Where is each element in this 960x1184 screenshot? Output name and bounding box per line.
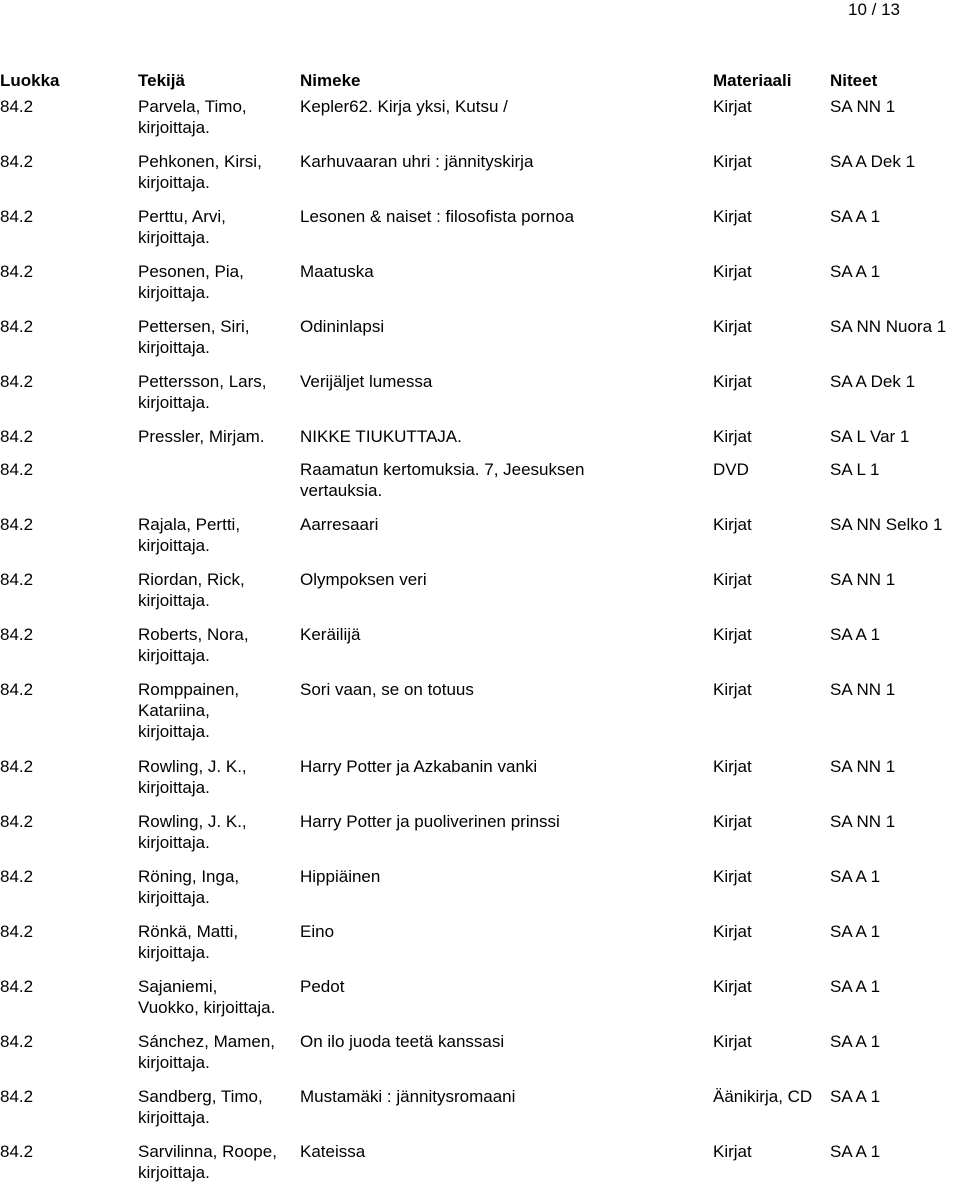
cell-materiaali: Kirjat bbox=[713, 977, 752, 996]
cell-luokka: 84.2 bbox=[0, 757, 34, 776]
cell-nimeke: Harry Potter ja puoliverinen prinssi bbox=[300, 812, 560, 831]
cell-niteet: SA A Dek 1 bbox=[830, 372, 916, 391]
cell-materiaali: Kirjat bbox=[713, 317, 752, 336]
cell-materiaali: Kirjat bbox=[713, 922, 752, 941]
header-luokka: Luokka bbox=[0, 71, 60, 90]
cell-nimeke: Odininlapsi bbox=[300, 317, 385, 336]
cell-materiaali: DVD bbox=[713, 460, 749, 479]
cell-niteet: SA L Var 1 bbox=[830, 427, 910, 446]
cell-materiaali: Kirjat bbox=[713, 625, 752, 644]
cell-tekija: Rönkä, Matti, kirjoittaja. bbox=[138, 922, 239, 962]
cell-materiaali: Kirjat bbox=[713, 515, 752, 534]
cell-niteet: SA NN 1 bbox=[830, 680, 896, 699]
cell-nimeke: Pedot bbox=[300, 977, 345, 996]
cell-nimeke: On ilo juoda teetä kanssasi bbox=[300, 1032, 505, 1051]
cell-materiaali: Kirjat bbox=[713, 262, 752, 281]
cell-nimeke: Karhuvaaran uhri : jännityskirja bbox=[300, 152, 534, 171]
cell-niteet: SA L 1 bbox=[830, 460, 880, 479]
cell-materiaali: Kirjat bbox=[713, 372, 752, 391]
cell-niteet: SA A 1 bbox=[830, 977, 881, 996]
cell-tekija: Pesonen, Pia, kirjoittaja. bbox=[138, 262, 244, 302]
cell-niteet: SA A 1 bbox=[830, 625, 881, 644]
cell-luokka: 84.2 bbox=[0, 152, 34, 171]
cell-luokka: 84.2 bbox=[0, 460, 34, 479]
cell-tekija: Riordan, Rick, kirjoittaja. bbox=[138, 570, 245, 610]
cell-luokka: 84.2 bbox=[0, 680, 34, 699]
cell-luokka: 84.2 bbox=[0, 97, 34, 116]
cell-luokka: 84.2 bbox=[0, 515, 34, 534]
cell-tekija: Sánchez, Mamen, kirjoittaja. bbox=[138, 1032, 276, 1072]
cell-nimeke: Aarresaari bbox=[300, 515, 379, 534]
cell-nimeke: Olympoksen veri bbox=[300, 570, 427, 589]
cell-nimeke: Harry Potter ja Azkabanin vanki bbox=[300, 757, 538, 776]
cell-materiaali: Kirjat bbox=[713, 570, 752, 589]
cell-luokka: 84.2 bbox=[0, 317, 34, 336]
cell-niteet: SA A 1 bbox=[830, 1142, 881, 1161]
cell-tekija: Romppainen, Katariina, kirjoittaja. bbox=[138, 680, 240, 741]
cell-luokka: 84.2 bbox=[0, 867, 34, 886]
header-niteet: Niteet bbox=[830, 71, 878, 90]
cell-tekija: Röning, Inga, kirjoittaja. bbox=[138, 867, 240, 907]
cell-materiaali: Kirjat bbox=[713, 97, 752, 116]
cell-niteet: SA A 1 bbox=[830, 1087, 881, 1106]
cell-materiaali: Kirjat bbox=[713, 1142, 752, 1161]
cell-niteet: SA A 1 bbox=[830, 207, 881, 226]
cell-materiaali: Kirjat bbox=[713, 152, 752, 171]
cell-niteet: SA A 1 bbox=[830, 1032, 881, 1051]
cell-luokka: 84.2 bbox=[0, 977, 34, 996]
cell-nimeke: Raamatun kertomuksia. 7, Jeesuksen vertauksia. bbox=[300, 460, 585, 500]
header-nimeke: Nimeke bbox=[300, 71, 361, 90]
cell-nimeke: NIKKE TIUKUTTAJA. bbox=[300, 427, 462, 446]
page-number: 10 / 13 bbox=[848, 0, 900, 19]
cell-niteet: SA A 1 bbox=[830, 922, 881, 941]
header-materiaali: Materiaali bbox=[713, 71, 792, 90]
cell-tekija: Sandberg, Timo, kirjoittaja. bbox=[138, 1087, 263, 1127]
cell-luokka: 84.2 bbox=[0, 207, 34, 226]
cell-niteet: SA NN 1 bbox=[830, 97, 896, 116]
cell-niteet: SA NN 1 bbox=[830, 812, 896, 831]
cell-niteet: SA NN Nuora 1 bbox=[830, 317, 947, 336]
cell-luokka: 84.2 bbox=[0, 1142, 34, 1161]
cell-materiaali: Kirjat bbox=[713, 427, 752, 446]
cell-materiaali: Kirjat bbox=[713, 867, 752, 886]
cell-materiaali: Kirjat bbox=[713, 1032, 752, 1051]
cell-tekija: Pettersen, Siri, kirjoittaja. bbox=[138, 317, 250, 357]
cell-luokka: 84.2 bbox=[0, 262, 34, 281]
cell-luokka: 84.2 bbox=[0, 1087, 34, 1106]
cell-luokka: 84.2 bbox=[0, 372, 34, 391]
cell-luokka: 84.2 bbox=[0, 570, 34, 589]
cell-tekija: Sajaniemi, Vuokko, kirjoittaja. bbox=[138, 977, 276, 1017]
cell-nimeke: Lesonen & naiset : filosofista pornoa bbox=[300, 207, 575, 226]
cell-tekija: Parvela, Timo, kirjoittaja. bbox=[138, 97, 247, 137]
cell-niteet: SA NN 1 bbox=[830, 570, 896, 589]
cell-luokka: 84.2 bbox=[0, 922, 34, 941]
cell-nimeke: Kateissa bbox=[300, 1142, 366, 1161]
cell-tekija: Sarvilinna, Roope, kirjoittaja. bbox=[138, 1142, 277, 1182]
cell-nimeke: Hippiäinen bbox=[300, 867, 381, 886]
cell-nimeke: Keräilijä bbox=[300, 625, 361, 644]
cell-materiaali: Kirjat bbox=[713, 680, 752, 699]
cell-luokka: 84.2 bbox=[0, 1032, 34, 1051]
cell-materiaali: Äänikirja, CD bbox=[713, 1087, 813, 1106]
cell-luokka: 84.2 bbox=[0, 812, 34, 831]
cell-materiaali: Kirjat bbox=[713, 812, 752, 831]
cell-nimeke: Kepler62. Kirja yksi, Kutsu / bbox=[300, 97, 508, 116]
cell-nimeke: Sori vaan, se on totuus bbox=[300, 680, 474, 699]
cell-niteet: SA NN Selko 1 bbox=[830, 515, 943, 534]
cell-materiaali: Kirjat bbox=[713, 207, 752, 226]
cell-niteet: SA A 1 bbox=[830, 867, 881, 886]
cell-tekija: Pressler, Mirjam. bbox=[138, 427, 265, 446]
cell-luokka: 84.2 bbox=[0, 625, 34, 644]
cell-nimeke: Mustamäki : jännitysromaani bbox=[300, 1087, 516, 1106]
cell-tekija: Rajala, Pertti, kirjoittaja. bbox=[138, 515, 241, 555]
cell-nimeke: Verijäljet lumessa bbox=[300, 372, 433, 391]
cell-niteet: SA A 1 bbox=[830, 262, 881, 281]
cell-tekija: Pehkonen, Kirsi, kirjoittaja. bbox=[138, 152, 262, 192]
cell-nimeke: Eino bbox=[300, 922, 335, 941]
cell-tekija: Rowling, J. K., kirjoittaja. bbox=[138, 757, 247, 797]
cell-niteet: SA A Dek 1 bbox=[830, 152, 916, 171]
cell-tekija: Roberts, Nora, kirjoittaja. bbox=[138, 625, 249, 665]
header-tekija: Tekijä bbox=[138, 71, 185, 90]
cell-nimeke: Maatuska bbox=[300, 262, 374, 281]
cell-tekija: Pettersson, Lars, kirjoittaja. bbox=[138, 372, 267, 412]
cell-tekija: Rowling, J. K., kirjoittaja. bbox=[138, 812, 247, 852]
cell-materiaali: Kirjat bbox=[713, 757, 752, 776]
cell-luokka: 84.2 bbox=[0, 427, 34, 446]
cell-niteet: SA NN 1 bbox=[830, 757, 896, 776]
cell-tekija: Perttu, Arvi, kirjoittaja. bbox=[138, 207, 226, 247]
